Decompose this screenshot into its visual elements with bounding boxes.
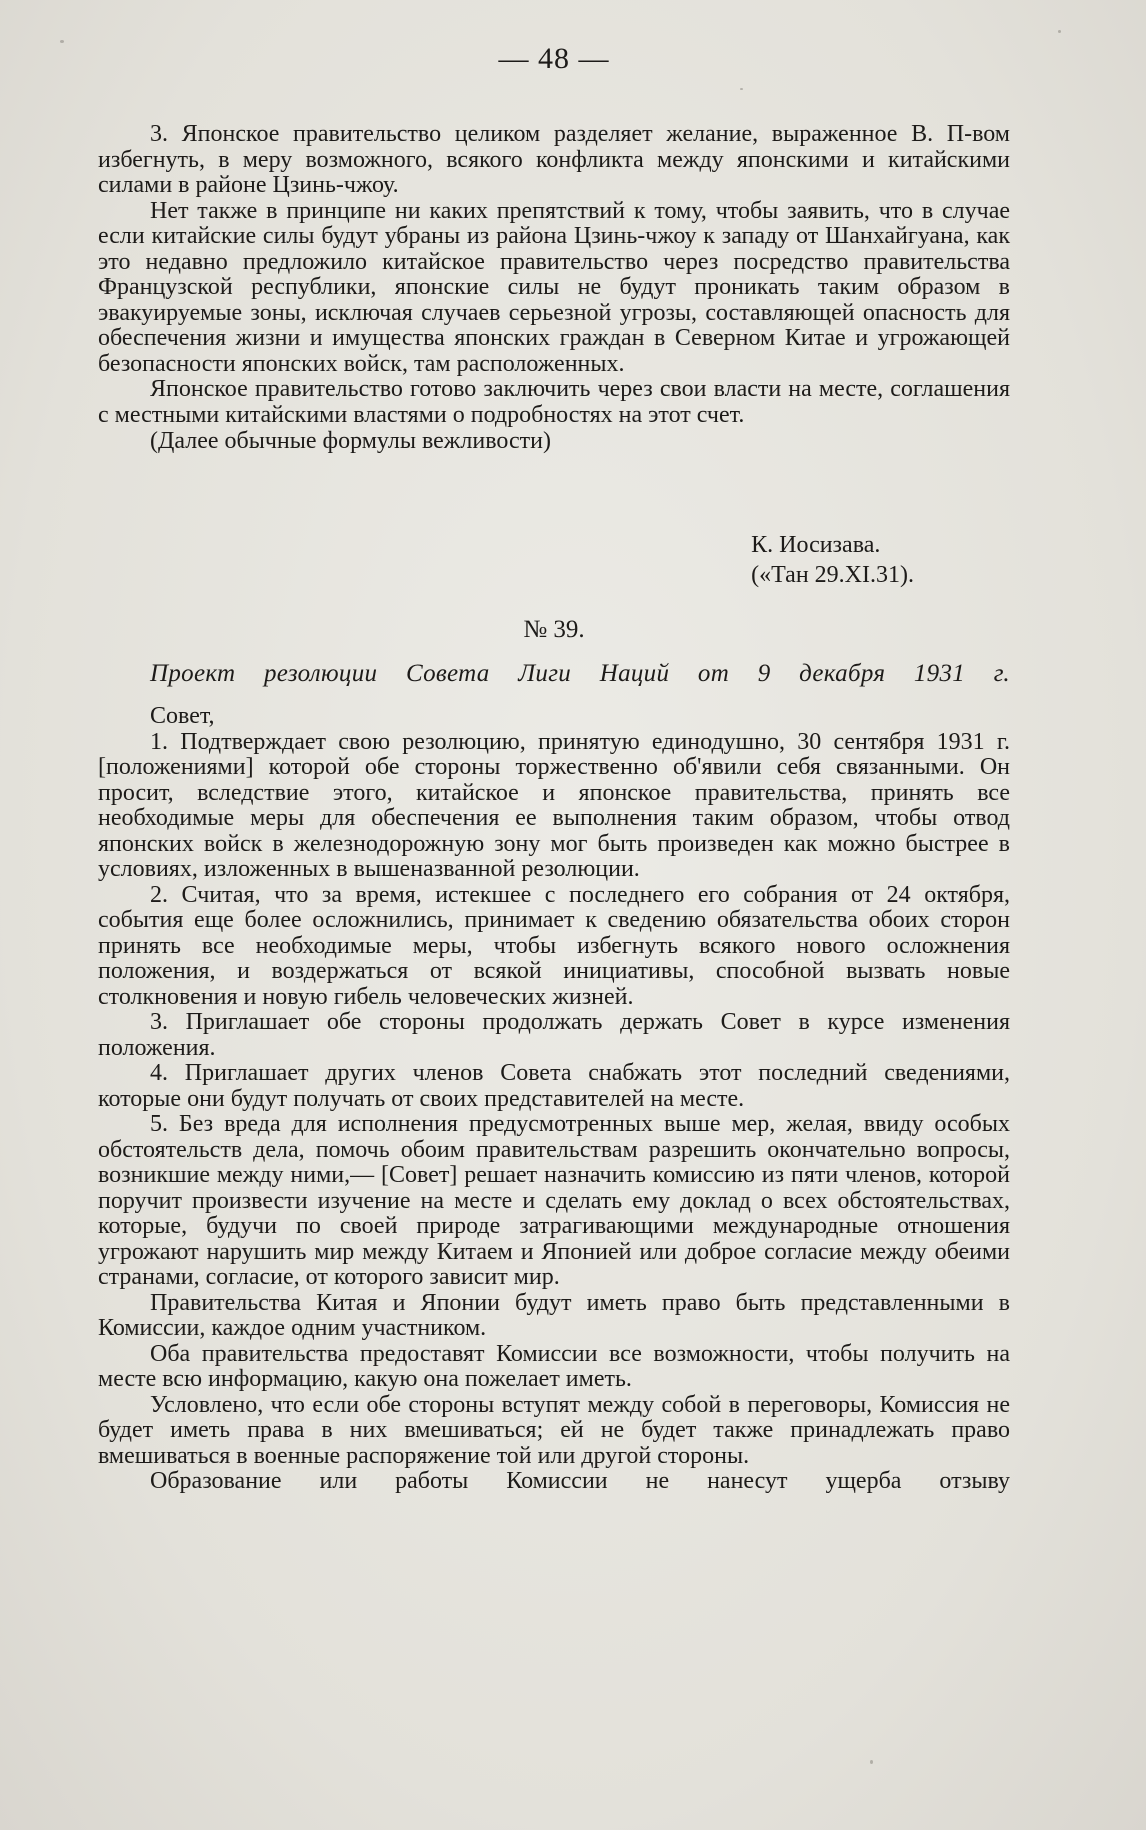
paper-speck bbox=[870, 1760, 873, 1764]
document-title: Проект резолюции Совета Лиги Наций от 9 декабря 1931 г. bbox=[150, 660, 1010, 687]
signature-source: («Тан 29.XI.31). bbox=[751, 562, 914, 588]
note-body bbox=[98, 122, 1010, 455]
resolution-paragraph: Правительства Китая и Японии будут иметь право быть представленными в Комиссии, каждое одним участником. bbox=[98, 1289, 1010, 1341]
resolution-paragraph: 5. Без вреда для исполнения предусмотренных выше мер, желая, ввиду особых обстоятельств дела, помочь обоим правительствам разрешить окончательно вопросы, возникшие между ними,— [Совет] решает назначить комиссию из пяти членов, которой поручит произвести изучение на месте и сделать ему доклад о всех обстоятельствах, которые, будучи по своей природе затрагивающими международные отношения угрожают нарушить мир между Китаем и Японией или доброе согласие между обеими странами, согласие, от которого зависит мир. bbox=[98, 1111, 1010, 1290]
signature-block bbox=[751, 530, 914, 590]
signature-name: К. Иосизава. bbox=[751, 532, 881, 558]
last-line: Образование или работы Комиссии не нанесут ущерба отзыву bbox=[150, 1468, 1010, 1494]
resolution-paragraph: Условлено, что если обе стороны вступят между собой в переговоры, Комиссия не будет иметь права в них вмешиваться; ей не будет также принадлежать право вмешиваться в военные распоряжение той или другой стороны. bbox=[98, 1391, 1010, 1469]
note-paragraph: Нет также в принципе ни каких препятствий к тому, чтобы заявить, что в случае если китайские силы будут убраны из района Цзинь-чжоу к западу от Шанхайгуана, как это недавно предложило китайское правительство через посредство правительства Французской республики, японские силы не будут проникать таким образом в эвакуируемые зоны, исключая случаев серьезной угрозы, составляющей опасность для обеспечения жизни и имущества японских граждан в Северном Китае и угрожающей безопасности японских войск, там расположенных. bbox=[98, 197, 1010, 377]
paper-speck bbox=[60, 40, 64, 43]
resolution-paragraph: 3. Приглашает обе стороны продолжать держать Совет в курсе изменения положения. bbox=[98, 1009, 1010, 1061]
resolution-paragraph: 4. Приглашает других членов Совета снабжать этот последний сведениями, которые они будут получать от своих представителей на месте. bbox=[98, 1060, 1010, 1112]
politeness-formula: (Далее обычные формулы вежливости) bbox=[150, 428, 551, 454]
salutation: Совет, bbox=[150, 703, 215, 729]
note-paragraph: Японское правительство готово заключить через свои власти на месте, соглашения с местными китайскими властями о подробностях на этот счет. bbox=[98, 376, 1010, 428]
page-number: — 48 — bbox=[498, 42, 610, 75]
resolution-body bbox=[98, 704, 1010, 1495]
resolution-paragraph: Оба правительства предоставят Комиссии все возможности, чтобы получить на месте всю информацию, какую она пожелает иметь. bbox=[98, 1340, 1010, 1392]
resolution-paragraph: 1. Подтверждает свою резолюцию, принятую единодушно, 30 сентября 1931 г. [положениями] которой обе стороны торжественно об'явили себя связанными. Он просит, вследствие этого, китайское и японское правительства, принять все необходимые меры для обеспечения ее выполнения таким образом, чтобы отвод японских войск в железнодорожную зону мог быть произведен как можно быстрее в условиях, изложенных в вышеназванной резолюции. bbox=[98, 728, 1010, 882]
document-number: № 39. bbox=[523, 616, 585, 643]
note-paragraph: 3. Японское правительство целиком разделяет желание, выраженное В. П-вом избегнуть, в меру возможного, всякого конфликта между японскими и китайскими силами в районе Цзинь-чжоу. bbox=[98, 121, 1010, 198]
paper-speck bbox=[1058, 30, 1061, 33]
resolution-paragraph: 2. Считая, что за время, истекшее с последнего его собрания от 24 октября, события еще более осложнились, принимает к сведению обязательства обоих сторон принять все необходимые меры, чтобы избегнуть всякого нового осложнения положения, и воздержаться от всякой инициативы, способной вызвать новые столкновения и новую гибель человеческих жизней. bbox=[98, 881, 1010, 1010]
paper-speck bbox=[740, 88, 743, 90]
